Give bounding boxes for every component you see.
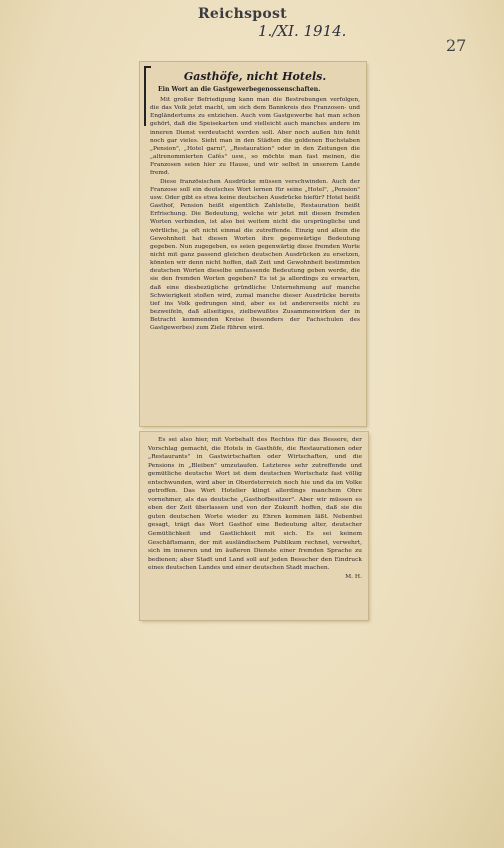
page-number: 27 bbox=[446, 36, 467, 55]
newspaper-clipping-2 bbox=[140, 432, 368, 620]
newspaper-clipping-1 bbox=[140, 62, 366, 426]
article-paragraph: Mit großer Befriedigung kann man die Bestrebungen verfolgen, die das Volk jetzt macht, um sich dem Bannkreis des Franzosen- und Engländertums zu entziehen. Auch vom Gastgewerbe hat man schon gehört, daß die Speisekarten und vielleicht auch manches andere im inneren Dienst verdeutscht werden soll. Aber noch außen hin fehlt noch gar vieles. Sieht man in den Städten die goldenen Buchstaben „Pension", „Hotel garni", „Restauration" oder in den Zeitungen die „altrenommierten Cafés" usw., so möchte man fast meinen, die Franzosen seien hier zu Hause, und wir selbst in unserem Lande fremd. bbox=[150, 97, 360, 177]
author-signature: M. H. bbox=[345, 572, 362, 580]
handwritten-date: 1./XI. 1914. bbox=[258, 22, 347, 40]
article-body bbox=[150, 96, 360, 333]
article-headline: Gasthöfe, nicht Hotels. bbox=[183, 70, 327, 83]
article-subhead: Ein Wort an die Gastgewerbegenossenschaften. bbox=[158, 86, 321, 93]
article-paragraph: Diese französischen Ausdrücke müssen verschwinden. Auch der Franzose soll ein deutsches Wort lernen für seine „Hotel", „Pension" usw. Oder gibt es etwa keine deutschen Ausdrücke hiefür? Hotel heißt Gasthof, Pension heißt eigentlich Zahlstelle, Restauration heißt Erfrischung. Die Bedeutung, welche wir jetzt mit diesen fremden Worten verbinden, ist also bei weitem nicht die ursprüngliche und wörtliche, ja oft nicht einmal die zutreffende. Einzig und allein die Gewohnheit hat diesen Worten ihre gegenwärtige Bedeutung gegeben. Nun zugegeben, es seien gegenwärtig diese fremden Worte nicht mit ganz passend gleichen deutschen Ausdrücken zu ersetzen, könnten wir denn nicht hoffen, daß Zeit und Gewohnheit bestimmten deutschen Worten dieselbe umfassende Bedeutung geben werde, die sie den fremden Worten gegeben? Es ist ja allerdings zu erwarten, daß eine diesbezügliche gründliche Unternehmung auf manche Schwierigkeit stoßen wird, zumal manche dieser Ausdrücke bereits tief ins Volk gedrungen sind, aber es ist andererseits nicht zu bezweifeln, daß allseitiges, zielbewußtes Zusammenwirken der in Betracht kommenden Kreise (besonders der Fachschulen des Gastgewerbes) zum Ziele führen wird. bbox=[150, 178, 360, 332]
article-paragraph: Es sei also hier, mit Vorbehalt des Rechtes für das Bessere, der Vorschlag gemacht, die Hotels in Gasthöfe, die Restaurationen oder „Restaurants" in Gastwirtschaften oder Wirtschaften, und die Pensions in „Bleiben" umzutaufen. Letzteres sehr zutreffende und gemütliche deutsche Wort ist dem deutschen Wortschatz fast völlig entschwunden, wird aber in Oberösterreich noch hie und da im Volke getroffen. Das Wort Hotelier klingt allerdings manchem Ohre vornehmer, als das deutsche „Gasthofbesitzer". Aber wir müssen es eben der Zeit überlassen und von der Zukunft hoffen, daß sie die guten deutschen Worte wieder zu Ehren kommen läßt. Nebenbei gesagt, trägt das Wort Gasthof eine Bedeutung alter, deutscher Gemütlichkeit und Gastlichkeit mit sich. Es sei keinem Geschäftsmann, der mit ausländischem Publikum rechnet, verwehrt, sich im inneren und im äußeren Dienste einer fremden Sprache zu bedienen; aber Stadt und Land soll auf jeden Besucher den Eindruck eines deutschen Landes und einer deutschen Stadt machen. bbox=[148, 436, 362, 572]
newspaper-masthead: Reichspost bbox=[198, 6, 287, 22]
article-body-continued bbox=[148, 436, 362, 581]
